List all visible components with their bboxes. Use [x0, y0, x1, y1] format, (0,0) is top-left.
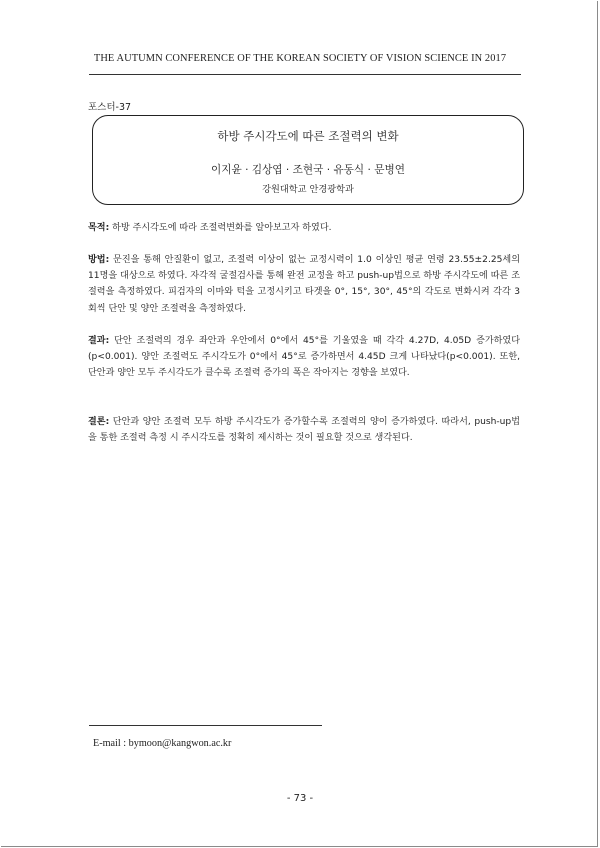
result-section	[88, 333, 520, 382]
affiliation: 강원대학교 안경광학과	[262, 184, 354, 195]
method-label: 방법:	[88, 255, 110, 265]
purpose-section	[88, 220, 520, 236]
conference-header: THE AUTUMN CONFERENCE OF THE KOREAN SOCIETY OF VISION SCIENCE IN 2017	[93, 53, 507, 64]
purpose-text: 하방 주시각도에 따라 조절력변화를 알아보고자 하였다.	[109, 223, 332, 233]
header-rule	[89, 74, 521, 75]
result-text: 단안 조절력의 경우 좌안과 우안에서 0°에서 45°를 기울였을 때 각각 4.27D, 4.05D 증가하였다(p<0.001). 양안 조절력도 주시각도가 0°에서 45°로 증가하면서 4.45D 크게 나타났다(p<0.001). 또한, 단안과 양안 모두 주시각도가 클수록 조절력 증가의 폭은 작아지는 경향을 보였다.	[88, 336, 520, 379]
paper-title: 하방 주시각도에 따른 조절력의 변화	[217, 129, 399, 143]
purpose-label: 목적:	[88, 223, 110, 233]
conclusion-text: 단안과 양안 조절력 모두 하방 주시각도가 증가할수록 조절력의 양이 증가하였다. 따라서, push-up법을 통한 조절력 측정 시 주시각도를 정확히 제시하는 것이 필요할 것으로 생각된다.	[88, 417, 520, 444]
method-text: 문진을 통해 안질환이 없고, 조절력 이상이 없는 교정시력이 1.0 이상인 평균 연령 23.55±2.25세의 11명을 대상으로 하였다. 자각적 굴절검사를 통해 완전 교정을 하고 push-up법으로 하방 주시각도에 따른 조절력을 측정하였다. 피검자의 이마와 턱을 고정시키고 타겟을 0°, 15°, 30°, 45°의 각도로 변화시켜 각각 3회씩 단안 및 양안 조절력을 측정하였다.	[88, 255, 520, 314]
page-number: - 73 -	[286, 793, 314, 804]
email-footnote: E-mail : bymoon@kangwon.ac.kr	[93, 738, 232, 749]
result-label: 결과:	[88, 336, 110, 346]
method-section	[88, 252, 520, 317]
footnote-rule	[89, 725, 322, 726]
conclusion-section	[88, 414, 520, 446]
title-box	[92, 115, 524, 205]
poster-number: 포스터-37	[88, 102, 132, 113]
conclusion-label: 결론:	[88, 417, 110, 427]
author-list: 이지윤 · 김상엽 · 조현국 · 유동식 · 문병연	[211, 164, 405, 176]
